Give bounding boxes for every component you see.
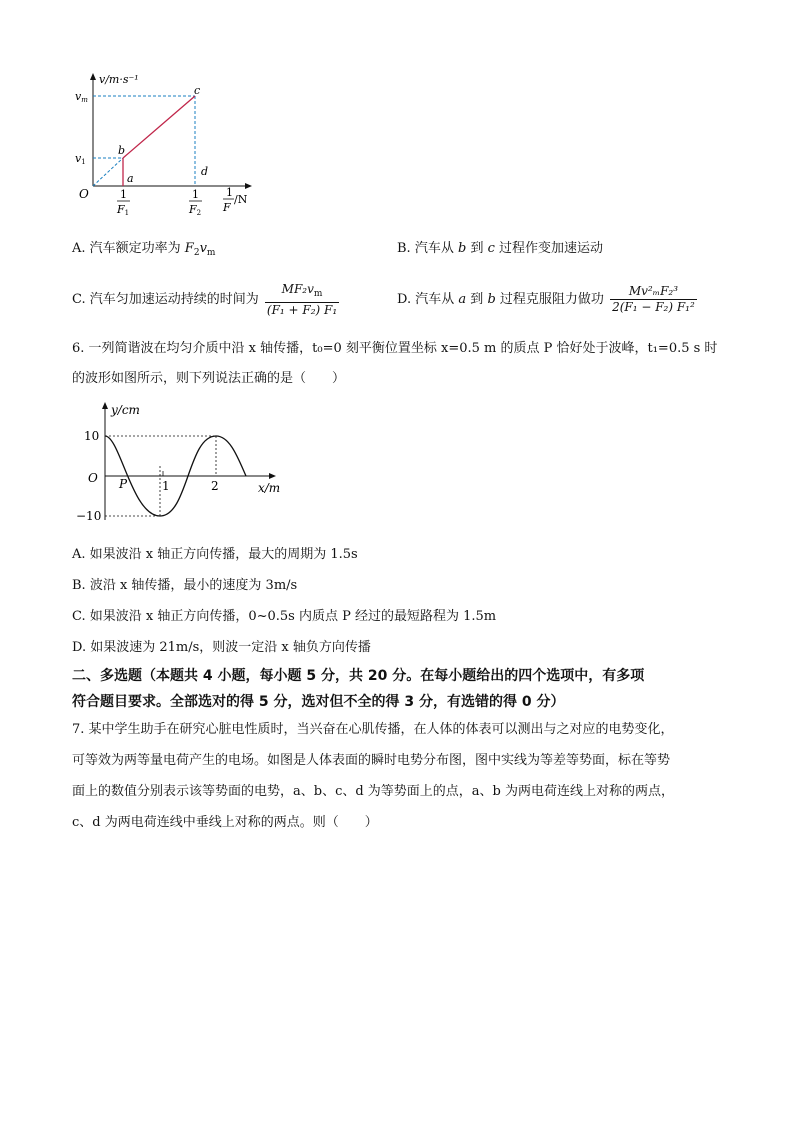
q5-velocity-graph <box>70 70 270 220</box>
q7-stem-line4: c、d 为两电荷连线中垂线上对称的两点。则（ ） <box>72 815 378 830</box>
section2-heading-line1: 二、多选题（本题共 4 小题，每小题 5 分，共 20 分。在每小题给出的四个选项中，有多项 <box>72 668 645 684</box>
q7-stem-line2: 可等效为两等量电荷产生的电场。如图是人体表面的瞬时电势分布图，图中实线为等差等势面，标在等势 <box>72 753 671 768</box>
q6-wave-graph <box>70 398 290 528</box>
q5-point-c: c <box>194 84 201 97</box>
q6-option-c: C. 如果波沿 x 轴正方向传播，0~0.5s 内质点 P 经过的最短路程为 1.5m <box>72 609 497 624</box>
q5-tick2-num: 1 <box>192 188 199 201</box>
q5-origin-label: O <box>79 187 89 201</box>
q6-stem-line2: 的波形如图所示，则下列说法正确的是（ ） <box>72 371 346 386</box>
q5-option-a-text: A. 汽车额定功率为 <box>72 241 181 256</box>
q6-ymin-label: −10 <box>76 509 102 523</box>
q6-stem-line1: 6. 一列简谐波在均匀介质中沿 x 轴传播，t₀=0 刻平衡位置坐标 x=0.5 m 的质点 P 恰好处于波峰，t₁=0.5 s 时 <box>72 341 718 356</box>
q6-y-arrow <box>102 402 108 409</box>
q5-y-axis-label: v/m·s⁻¹ <box>99 73 139 86</box>
q5-option-a <box>72 240 215 262</box>
q5-tick2-den: F2 <box>189 203 202 217</box>
q6-tick1-label: 1 <box>162 479 170 493</box>
q6-tick2-label: 2 <box>211 479 219 493</box>
q5-y-arrow <box>90 73 96 80</box>
q5-option-d: D. 汽车从 a 到 b 过程克服阻力做功 $\frac{\text{Mv²ₘF₂³}}{\text{2(F₁ − F₂) F₁²}}$ <box>397 284 695 314</box>
q6-p-label: P <box>119 477 128 491</box>
q5-tick1-den: F1 <box>117 203 130 217</box>
q5-option-a-expr: $F_2v_m$ <box>184 241 216 258</box>
q5-vm-label: vm <box>75 90 88 104</box>
q5-origin-b-guide <box>93 158 123 186</box>
q5-option-b: B. 汽车从 b 到 c 过程作变加速运动 <box>397 241 604 256</box>
q5-point-d: d <box>201 165 209 178</box>
q5-point-b: b <box>118 144 126 157</box>
q6-y-label: y/cm <box>111 403 140 417</box>
q5-v1-label: v1 <box>75 152 86 166</box>
q6-origin-label: O <box>88 471 98 485</box>
q6-option-b: B. 波沿 x 轴传播，最小的速度为 3m/s <box>72 578 298 593</box>
q5-option-c: C. 汽车匀加速运动持续的时间为 $\frac{MF_2v_m}{\text{(F₁ + F₂) F₁}}$ <box>72 281 338 317</box>
q5-xaxis-num: 1 <box>226 186 233 199</box>
q6-ymax-label: 10 <box>84 429 100 443</box>
q5-xaxis-den: F <box>223 201 231 214</box>
q6-x-arrow <box>269 473 276 479</box>
q6-option-d: D. 如果波速为 21m/s，则波一定沿 x 轴负方向传播 <box>72 640 371 655</box>
q5-option-c-fraction: $\frac{MF_2v_m}{\text{(F₁ + F₂) F₁}}$ <box>266 281 338 317</box>
q7-stem-line1: 7. 某中学生助手在研究心脏电性质时，当兴奋在心肌传播，在人体的体表可以测出与之对应的电势变化， <box>72 722 674 737</box>
q6-x-label: x/m <box>258 481 281 495</box>
q6-option-a: A. 如果波沿 x 轴正方向传播，最大的周期为 1.5s <box>72 547 358 562</box>
q5-option-d-fraction: $\frac{\text{Mv²ₘF₂³}}{\text{2(F₁ − F₂) F₁²}}$ <box>612 284 695 314</box>
q5-bc-line <box>123 96 195 158</box>
q7-stem-line3: 面上的数值分别表示该等势面的电势，a、b、c、d 为等势面上的点，a、b 为两电荷连线上对称的两点， <box>72 784 675 799</box>
section2-heading-line2: 符合题目要求。全部选对的得 5 分，选对但不全的得 3 分，有选错的得 0 分） <box>72 694 565 710</box>
q5-tick1-num: 1 <box>120 188 127 201</box>
q5-x-arrow <box>245 183 252 189</box>
q5-xaxis-unit: /N <box>234 193 248 206</box>
q5-point-a: a <box>127 172 134 185</box>
